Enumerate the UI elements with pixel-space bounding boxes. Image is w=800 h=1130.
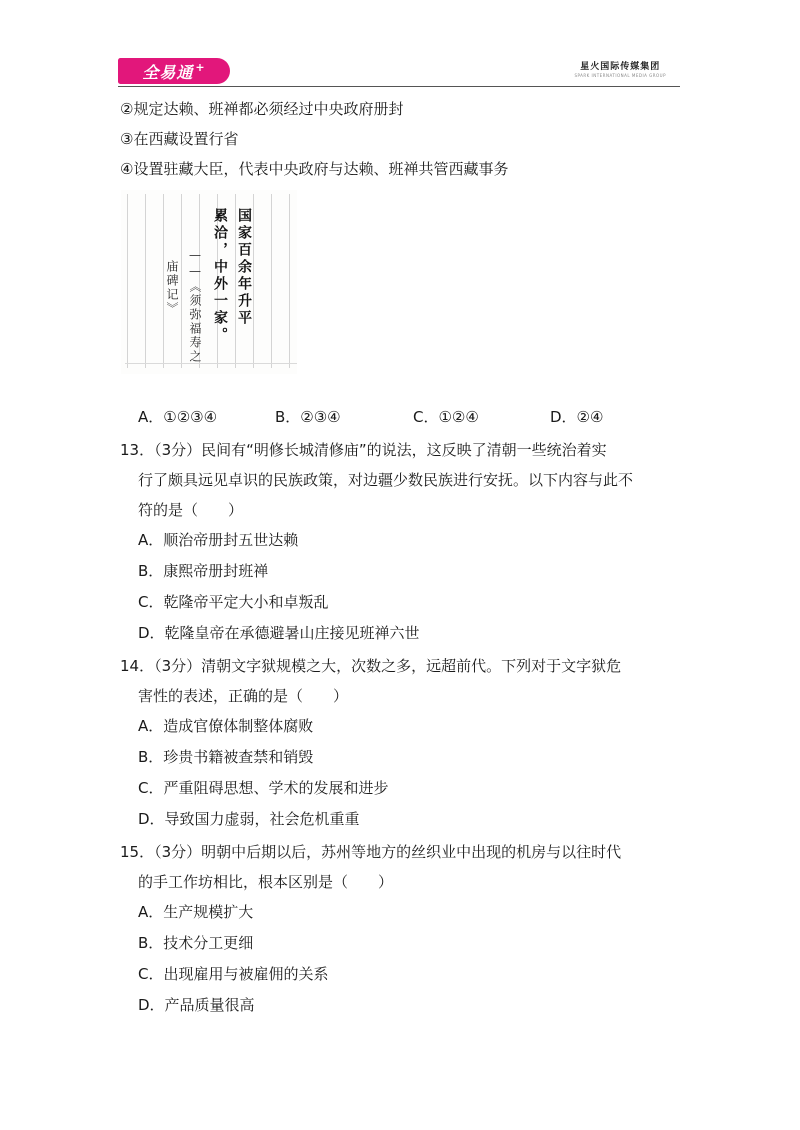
q14-option-c[interactable]: C．严重阻碍思想、学术的发展和进步 — [138, 779, 389, 797]
inscription-image — [121, 190, 297, 374]
inscription-source: ——《须弥福寿之 — [188, 248, 202, 364]
q12-option-d[interactable]: D．②④ — [550, 408, 604, 426]
q13-option-b[interactable]: B．康熙帝册封班禅 — [138, 562, 269, 580]
brand-logo — [118, 58, 230, 84]
q12-option-a[interactable]: A．①②③④ — [138, 408, 218, 426]
q14-option-b[interactable]: B．珍贵书籍被查禁和销毁 — [138, 748, 314, 766]
q14-option-a[interactable]: A．造成官僚体制整体腐败 — [138, 717, 314, 735]
q13-stem-line-3: 符的是（ ） — [138, 501, 244, 519]
q15-option-b[interactable]: B．技术分工更细 — [138, 934, 254, 952]
q12-option-b[interactable]: B．②③④ — [275, 408, 341, 426]
logo-plus: + — [195, 60, 206, 74]
q13-option-c[interactable]: C．乾隆帝平定大小和卓叛乱 — [138, 593, 329, 611]
q14-option-d[interactable]: D．导致国力虚弱，社会危机重重 — [138, 810, 360, 828]
q15-option-d[interactable]: D．产品质量很高 — [138, 996, 255, 1014]
logo-text: 全易通 — [142, 62, 194, 82]
publisher-subtitle: SPARK INTERNATIONAL MEDIA GROUP — [574, 73, 666, 78]
statement-3: ③在西藏设置行省 — [120, 130, 239, 148]
q15-stem-line-2: 的手工作坊相比，根本区别是（ ） — [138, 873, 394, 891]
inscription-source-end: 庙碑记》 — [165, 260, 179, 316]
header-divider — [118, 86, 680, 87]
q13-stem-line-2: 行了颇具远见卓识的民族政策，对边疆少数民族进行安抚。以下内容与此不 — [138, 471, 634, 489]
q14-stem-line-1: 14．（3分）清朝文字狱规模之大，次数之多，远超前代。下列对于文字狱危 — [120, 657, 622, 675]
publisher-brand — [574, 62, 666, 79]
statement-4: ④设置驻藏大臣，代表中央政府与达赖、班禅共管西藏事务 — [120, 160, 509, 178]
page-header — [118, 56, 680, 88]
q15-stem-line-1: 15．（3分）明朝中后期以后，苏州等地方的丝织业中出现的机房与以往时代 — [120, 843, 622, 861]
q15-option-a[interactable]: A．生产规模扩大 — [138, 903, 254, 921]
q12-option-c[interactable]: C．①②④ — [413, 408, 479, 426]
q14-stem-line-2: 害性的表述，正确的是（ ） — [138, 687, 349, 705]
q13-stem-line-1: 13．（3分）民间有“明修长城清修庙”的说法，这反映了清朝一些统治着实 — [120, 441, 607, 459]
inscription-line-1: 国家百余年升平 — [236, 208, 252, 327]
statement-2: ②规定达赖、班禅都必须经过中央政府册封 — [120, 100, 404, 118]
inscription-line-2: 累洽，中外一家。 — [212, 208, 228, 344]
q13-option-a[interactable]: A．顺治帝册封五世达赖 — [138, 531, 299, 549]
q15-option-c[interactable]: C．出现雇用与被雇佣的关系 — [138, 965, 329, 983]
publisher-name: 星火国际传媒集团 — [580, 62, 661, 72]
q13-option-d[interactable]: D．乾隆皇帝在承德避暑山庄接见班禅六世 — [138, 624, 420, 642]
